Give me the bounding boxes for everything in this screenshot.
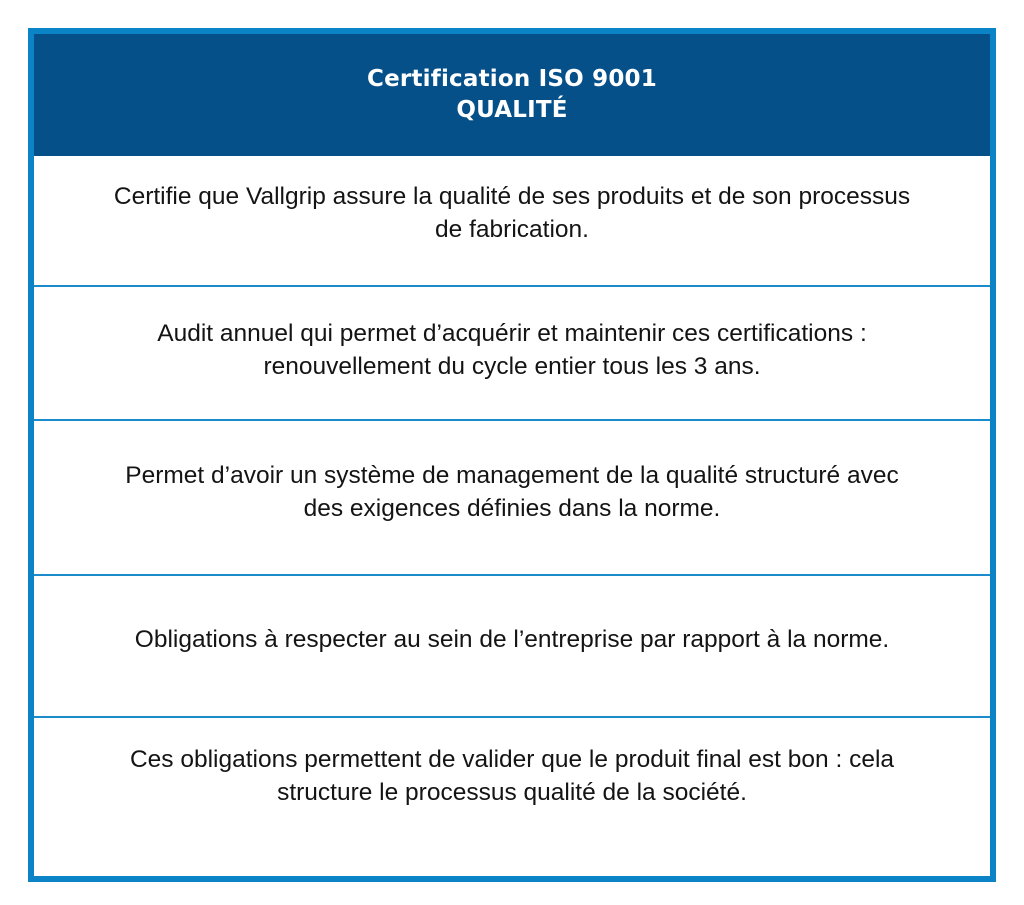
row-text [135, 623, 889, 656]
row-text-line: renouvellement du cycle entier tous les 3 ans. [263, 353, 761, 380]
row-text [130, 743, 894, 809]
certification-table [28, 28, 996, 882]
row-text-line: Audit annuel qui permet d’acquérir et maintenir ces certifications : [157, 320, 867, 347]
row-text-line: Obligations à respecter au sein de l’entreprise par rapport à la norme. [134, 625, 890, 653]
row-text-line: des exigences définies dans la norme. [303, 494, 721, 522]
header-subtitle: QUALITÉ [456, 97, 568, 123]
table-header [34, 34, 990, 156]
table-row [34, 156, 990, 285]
table-row [34, 285, 990, 419]
row-text-line: structure le processus qualité de la société. [277, 779, 747, 806]
row-text [125, 459, 899, 525]
table-row [34, 716, 990, 876]
row-text-line: de fabrication. [435, 215, 589, 243]
row-text-line: Permet d’avoir un système de management de la qualité structuré avec [125, 461, 899, 489]
table-row [34, 574, 990, 716]
row-text-line: Certifie que Vallgrip assure la qualité de ses produits et de son processus [113, 182, 911, 210]
table-row [34, 419, 990, 574]
row-text [157, 317, 867, 383]
row-text [114, 180, 910, 246]
row-text-line: Ces obligations permettent de valider que le produit final est bon : cela [129, 746, 895, 773]
header-title: Certification ISO 9001 [367, 66, 657, 92]
